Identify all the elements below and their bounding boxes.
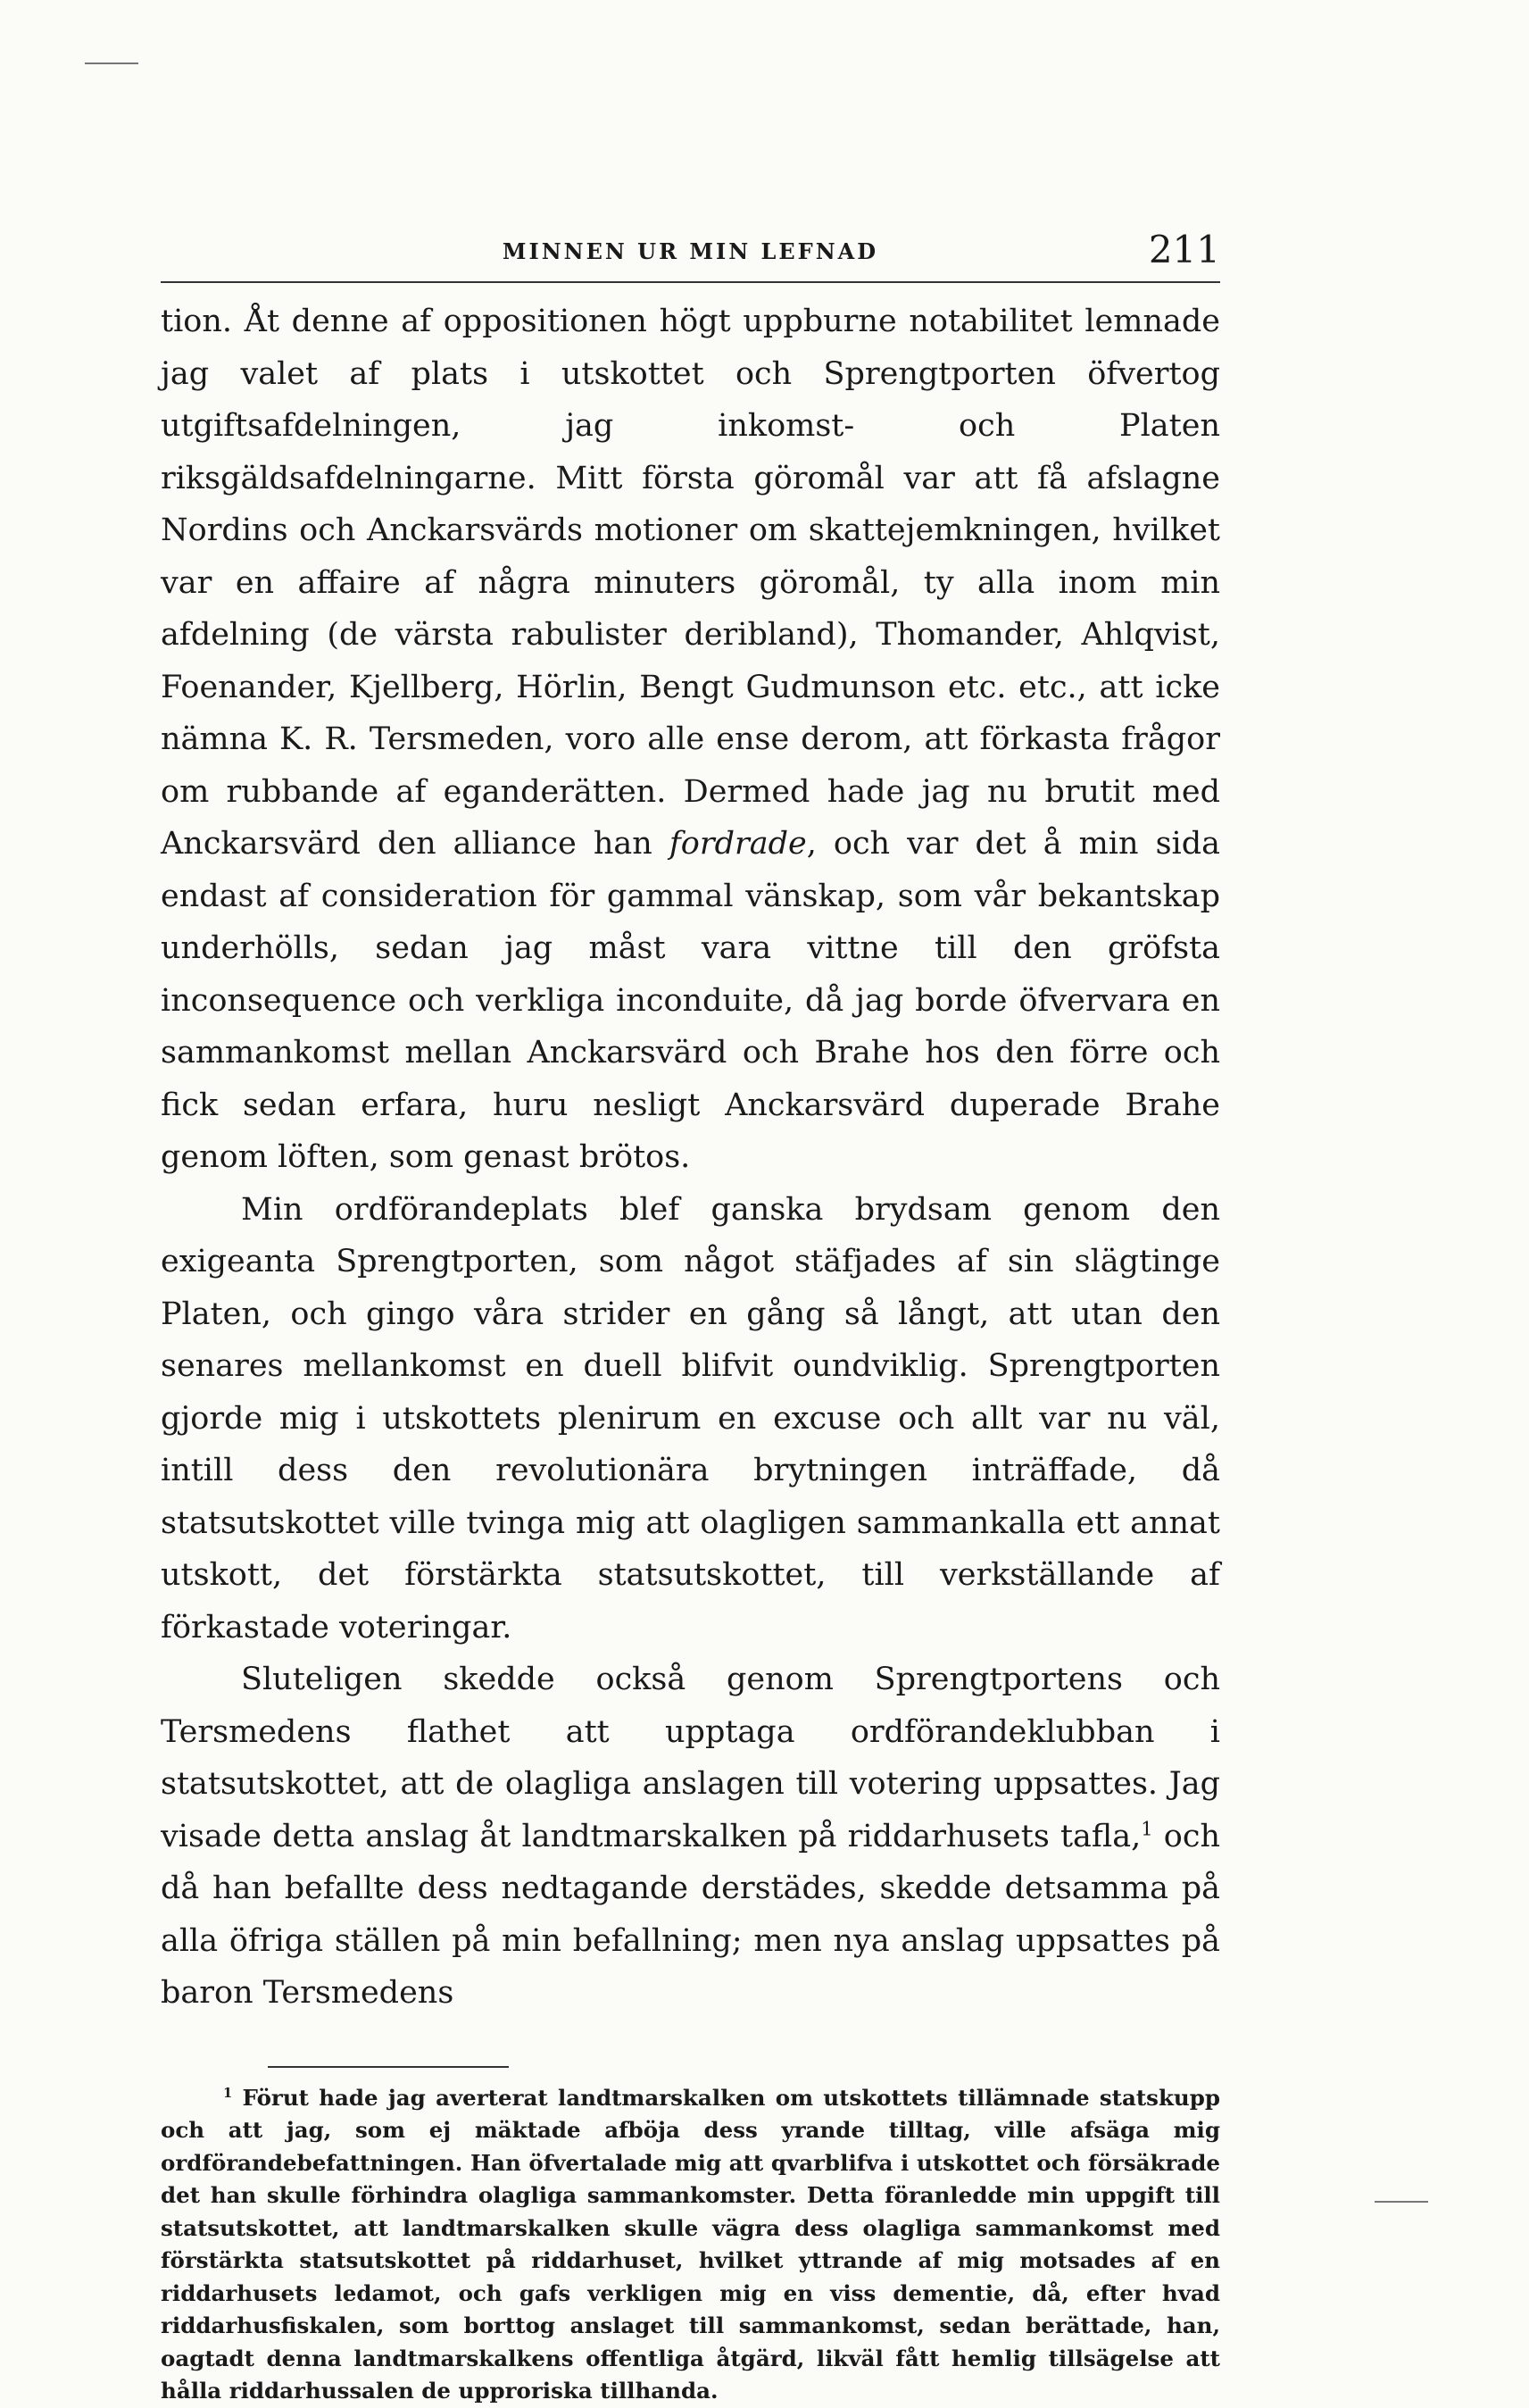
running-title: MINNEN UR MIN LEFNAD <box>502 238 879 264</box>
footnote-marker: 1 <box>223 2085 233 2101</box>
emphasis-fordrade: fordrade <box>669 826 807 862</box>
paragraph-1-part-b: , och var det å min sida endast af consideration för gammal vänskap, som vår bekantskap underhölls, sedan jag måst vara vittne till den gröfsta inconsequence och verkliga inconduite, då jag borde öfvervara en sammankomst mellan Anckarsvärd och Brahe hos den förre och fick sedan erfara, huru nesligt Anckarsvärd duperade Brahe genom löften, som genast brötos. <box>161 826 1220 1175</box>
footnote-1 <box>161 2082 1220 2408</box>
paragraph-3-part-a: Sluteligen skedde också genom Sprengtportens och Tersmedens flathet att upptaga ordförandeklubban i statsutskottet, att de olagliga anslagen till votering uppsattes. Jag visade detta anslag åt landtmarskalken på riddarhusets tafla, <box>161 1662 1220 1854</box>
scan-artifact-right <box>1375 2201 1428 2203</box>
paragraph-3 <box>161 1654 1220 2020</box>
paragraph-1-part-a: tion. Åt denne af oppositionen högt uppburne notabilitet lemnade jag valet af plats i utskottet och Sprengtporten öfvertog utgiftsafdelningen, jag inkomst- och Platen riksgäldsafdelningarne. Mitt första göromål var att få afslagne Nordins och Anckarsvärds motioner om skattejemkningen, hvilket var en affaire af några minuters göromål, ty alla inom min afdelning (de värsta rabulister deribland), Thomander, Ahlqvist, Foenander, Kjellberg, Hörlin, Bengt Gudmunson etc. etc., att icke nämna K. R. Tersmeden, voro alle ense derom, att förkasta frågor om rubbande af eganderätten. Dermed hade jag nu brutit med Anckarsvärd den alliance han <box>161 304 1220 862</box>
footnote-text: Förut hade jag averterat landtmarskalken om utskottets tillämnade statskupp och att jag, som ej mäktade afböja dess yrande tilltag, ville afsäga mig ordförandebefattningen. Han öfvertalade mig att qvarblifva i utskottet och försäkrade det han skulle förhindra olagliga sammankomster. Detta föranledde min uppgift till statsutskottet, att landtmarskalken skulle vägra dess olagliga sammankomst med förstärkta statsutskottet på riddarhuset, hvilket yttrande af mig motsades af en riddarhusets ledamot, och gafs verkligen mig en viss dementie, då, efter hvad riddarhusfiskalen, som borttog anslaget till sammankomst, sedan berättade, han, oagtadt denna landtmarskalkens offentliga åtgärd, likväl fått hemlig tillsägelse att hålla riddarhussalen de upproriska tillhanda. <box>161 2084 1220 2404</box>
footnote-rule <box>268 2066 509 2068</box>
paragraph-1 <box>161 296 1220 1184</box>
footnotes <box>161 2082 1220 2408</box>
scan-artifact-top <box>85 62 138 64</box>
body-text <box>161 296 1220 2020</box>
paragraph-2: Min ordförandeplats blef ganska brydsam genom den exigeanta Sprengtporten, som något stäfjades af sin slägtinge Platen, och gingo våra strider en gång så långt, att utan den senares mellankomst en duell blifvit oundviklig. Sprengtporten gjorde mig i utskottets plenirum en excuse och allt var nu väl, intill dess den revolutionära brytningen inträffade, då statsutskottet ville tvinga mig att olagligen sammankalla ett annat utskott, det förstärkta statsutskottet, till verkställande af förkastade voteringar. <box>161 1191 1220 1646</box>
footnote-reference: 1 <box>1141 1817 1153 1839</box>
page-number: 211 <box>1148 228 1220 271</box>
page <box>161 228 1220 2408</box>
paragraph-3-part-b: och då han befallte dess nedtagande derstädes, skedde detsamma på alla öfriga ställen på min befallning; men nya anslag uppsattes på baron Tersmedens <box>161 1818 1220 2011</box>
running-header <box>161 228 1220 283</box>
